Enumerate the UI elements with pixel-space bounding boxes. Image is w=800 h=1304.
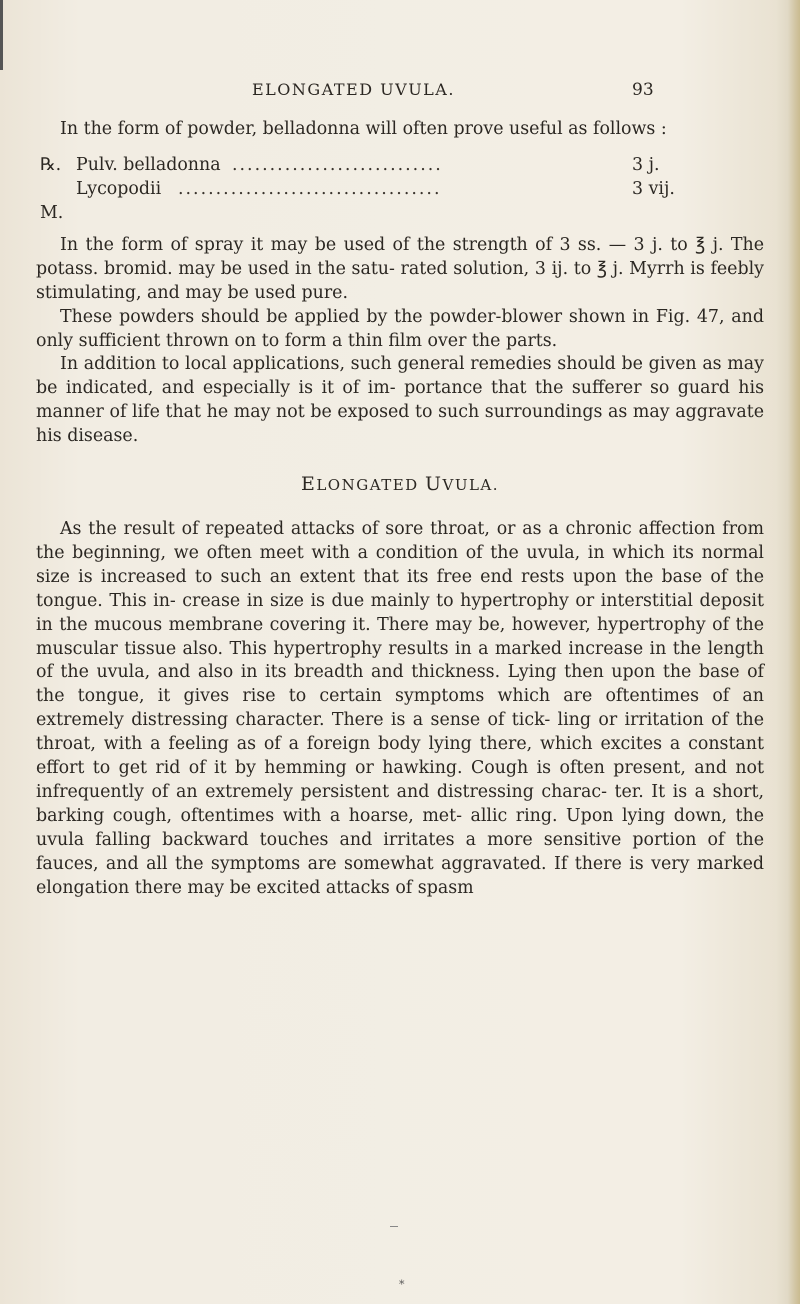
heading-initial: E bbox=[300, 473, 317, 496]
intro-paragraph: In the form of powder, belladonna will often prove useful as follows : bbox=[60, 119, 667, 139]
running-title: ELONGATED UVULA. bbox=[252, 80, 455, 99]
paragraph-spray: In the form of spray it may be used of the strength of 3 ss. — 3 j. to ℥ j. The potass. bromid. may be used in the satu- rated solution, 3 ij. to ℥ j. Myrrh is feebly stimulating, and may be used pure. bbox=[36, 234, 764, 303]
section-body: As the result of repeated attacks of sore throat, or as a chronic affection from the beginning, we often meet with a condition of the uvula, in which its normal size is increased to such an extent that its free end rests upon the base of the tongue. This in- crease in size is due mainly to hypertrophy or interstitial deposit in the mucous membrane covering it. There may be, however, hypertrophy of the muscular tissue also. This hypertrophy results in a marked increase in the length of the uvula, and also in its breadth and thickness. Lying then upon the base of the tongue, it gives rise to certain symptoms which are oftentimes of an extremely distressing character. There is a sense of tick- ling or irritation of the throat, with a feeling as of a foreign body lying there, which excites a constant effort to get rid of it by hemming or hawking. Cough is often present, and not infrequently of an extremely persistent and distressing charac- ter. It is a short, barking cough, oftentimes with a hoarse, met- allic ring. Upon lying down, the uvula falling backward touches and irritates a more sensitive portion of the fauces, and all the symptoms are somewhat aggravated. If there is very marked elongation there may be excited attacks of spasm bbox=[36, 518, 764, 898]
page-body bbox=[36, 118, 764, 900]
prescription-row bbox=[36, 178, 764, 202]
prescription-row bbox=[36, 202, 764, 226]
page-edge-shadow bbox=[0, 0, 3, 70]
leader-dots: ................................... bbox=[178, 178, 442, 199]
paragraph-remedies: In addition to local applications, such general remedies should be given as may be indicated, and especially is it of im- portance that the sufferer so guard his manner of life that he may not be exposed to such surroundings as may aggravate his disease. bbox=[36, 354, 764, 447]
page-edge-discoloration bbox=[788, 0, 800, 1304]
prescription-row bbox=[36, 154, 764, 178]
heading-initial: U bbox=[424, 473, 443, 496]
rx-symbol: ℞. bbox=[40, 154, 62, 175]
prescription-block bbox=[36, 154, 764, 226]
ingredient-name: Pulv. belladonna bbox=[76, 154, 221, 175]
page-number: 93 bbox=[632, 80, 654, 100]
heading-part: VULA. bbox=[442, 476, 500, 495]
mixture-symbol: M. bbox=[40, 202, 64, 223]
paragraph-powders: These powders should be applied by the powder-blower shown in Fig. 47, and only sufficient thrown on to form a thin film over the parts. bbox=[36, 306, 764, 351]
footer-mark: * bbox=[399, 1278, 405, 1291]
ingredient-name: Lycopodii bbox=[76, 178, 162, 199]
section-heading bbox=[36, 473, 764, 498]
ingredient-dose: 3 vij. bbox=[632, 178, 675, 199]
leader-dots: ............................ bbox=[232, 154, 443, 175]
heading-part: LONGATED bbox=[316, 476, 425, 495]
running-header bbox=[0, 80, 800, 110]
ingredient-dose: 3 j. bbox=[632, 154, 660, 175]
page-speck bbox=[390, 1226, 398, 1227]
